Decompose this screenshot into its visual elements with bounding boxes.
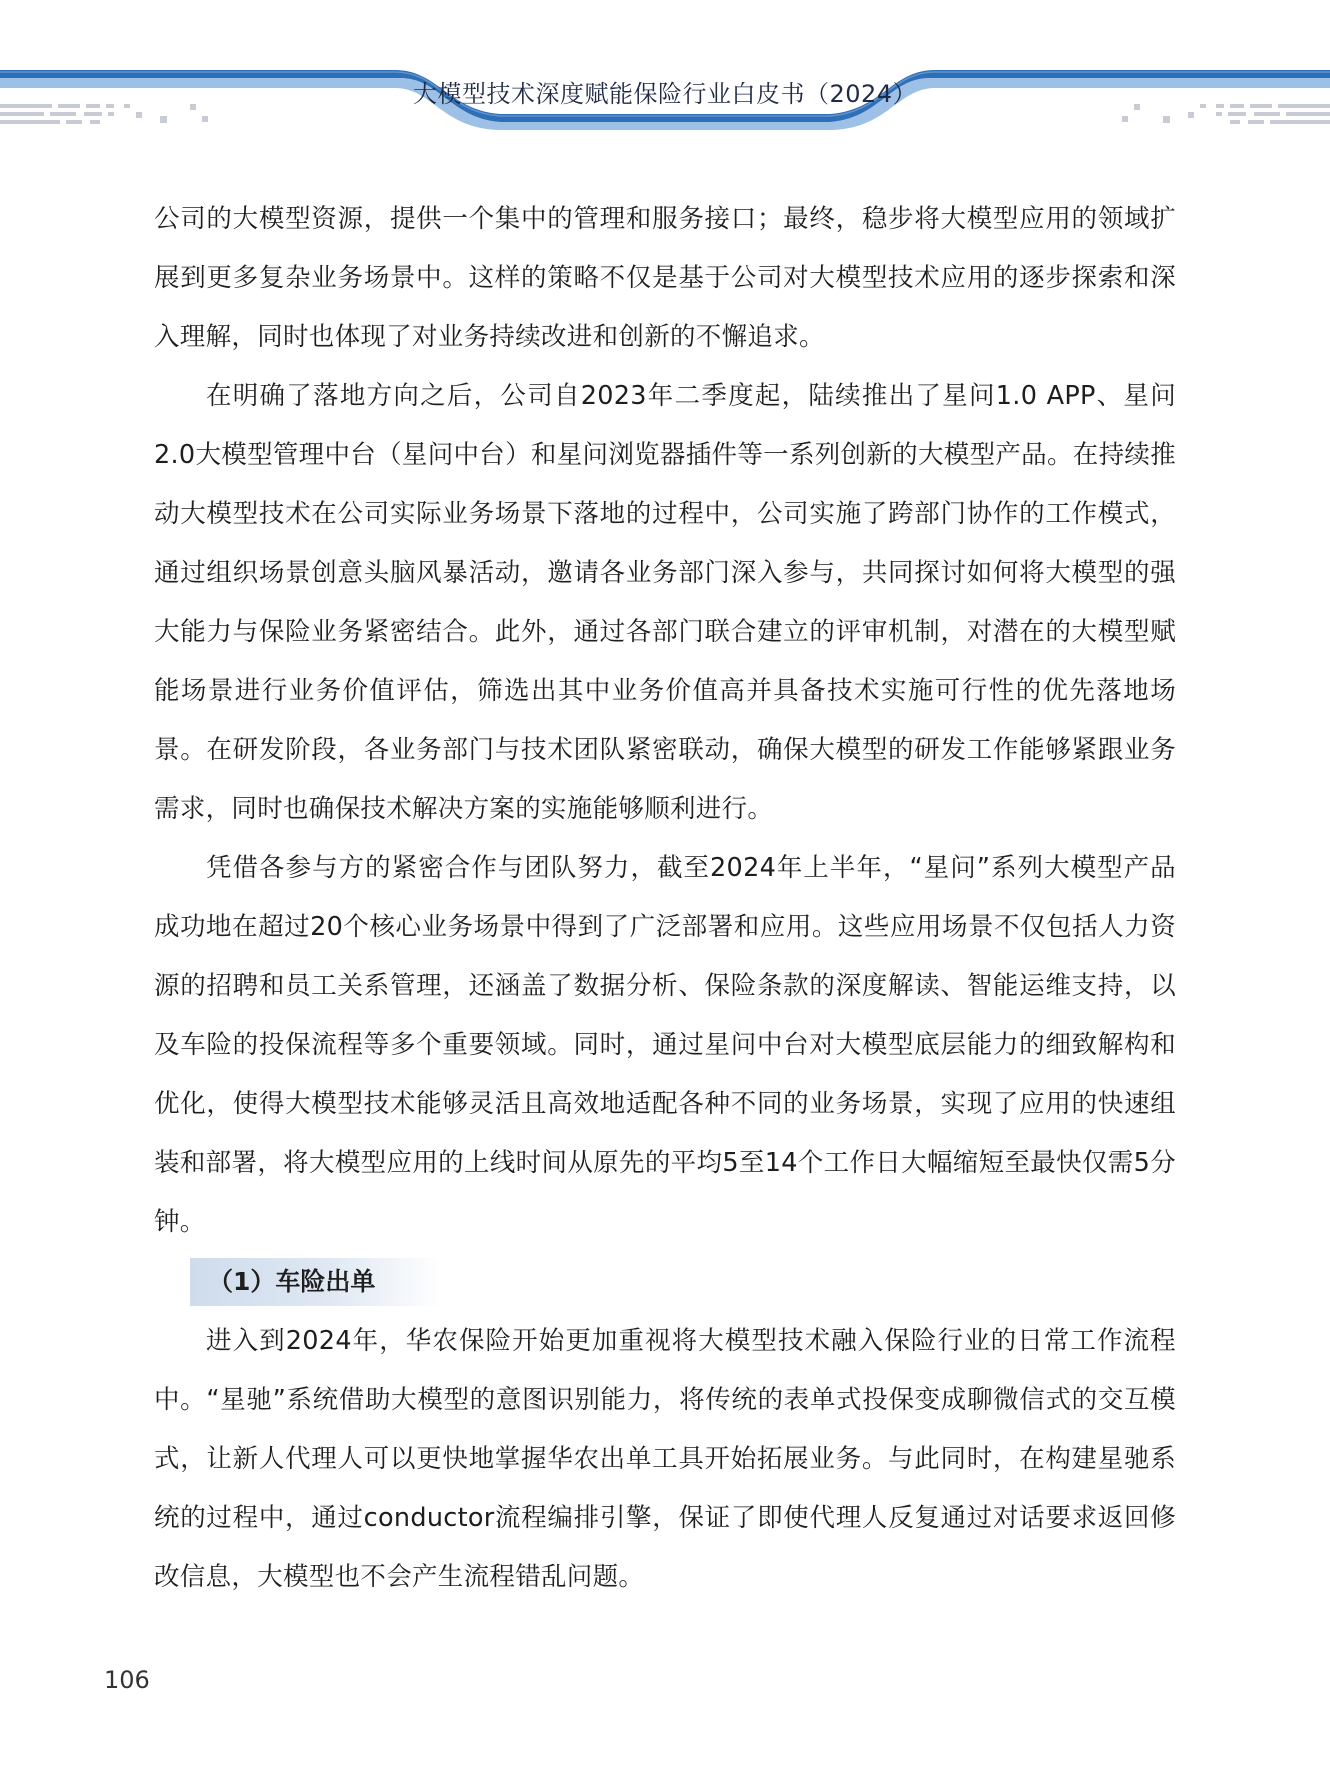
body-paragraph-1: 公司的大模型资源，提供一个集中的管理和服务接口；最终，稳步将大模型应用的领域扩展到更多复杂业务场景中。这样的策略不仅是基于公司对大模型技术应用的逐步探索和深入理解，同时也体现了对业务持续改进和创新的不懈追求。 bbox=[154, 204, 1176, 352]
page-header bbox=[0, 0, 1330, 135]
body-paragraph-2: 在明确了落地方向之后，公司自2023年二季度起，陆续推出了星问1.0 APP、星问2.0大模型管理中台（星问中台）和星问浏览器插件等一系列创新的大模型产品。在持续推动大模型技术在公司实际业务场景下落地的过程中，公司实施了跨部门协作的工作模式，通过组织场景创意头脑风暴活动，邀请各业务部门深入参与，共同探讨如何将大模型的强大能力与保险业务紧密结合。此外，通过各部门联合建立的评审机制，对潜在的大模型赋能场景进行业务价值评估，筛选出其中业务价值高并具备技术实施可行性的优先落地场景。在研发阶段，各业务部门与技术团队紧密联动，确保大模型的研发工作能够紧跟业务需求，同时也确保技术解决方案的实施能够顺利进行。 bbox=[154, 381, 1176, 824]
section-heading: （1）车险出单 bbox=[190, 1258, 443, 1306]
page-number: 106 bbox=[104, 1666, 150, 1694]
main-content bbox=[154, 190, 1176, 1607]
body-paragraph-3: 凭借各参与方的紧密合作与团队努力，截至2024年上半年，“星问”系列大模型产品成功地在超过20个核心业务场景中得到了广泛部署和应用。这些应用场景不仅包括人力资源的招聘和员工关系管理，还涵盖了数据分析、保险条款的深度解读、智能运维支持，以及车险的投保流程等多个重要领域。同时，通过星问中台对大模型底层能力的细致解构和优化，使得大模型技术能够灵活且高效地适配各种不同的业务场景，实现了应用的快速组装和部署，将大模型应用的上线时间从原先的平均5至14个工作日大幅缩短至最快仅需5分钟。 bbox=[154, 853, 1176, 1237]
header-decoration bbox=[0, 0, 1330, 135]
section-paragraph: 进入到2024年，华农保险开始更加重视将大模型技术融入保险行业的日常工作流程中。“星驰”系统借助大模型的意图识别能力，将传统的表单式投保变成聊微信式的交互模式，让新人代理人可以更快地掌握华农出单工具开始拓展业务。与此同时，在构建星驰系统的过程中，通过conductor流程编排引擎，保证了即使代理人反复通过对话要求返回修改信息，大模型也不会产生流程错乱问题。 bbox=[154, 1326, 1176, 1592]
document-title: 大模型技术深度赋能保险行业白皮书（2024） bbox=[412, 80, 918, 108]
